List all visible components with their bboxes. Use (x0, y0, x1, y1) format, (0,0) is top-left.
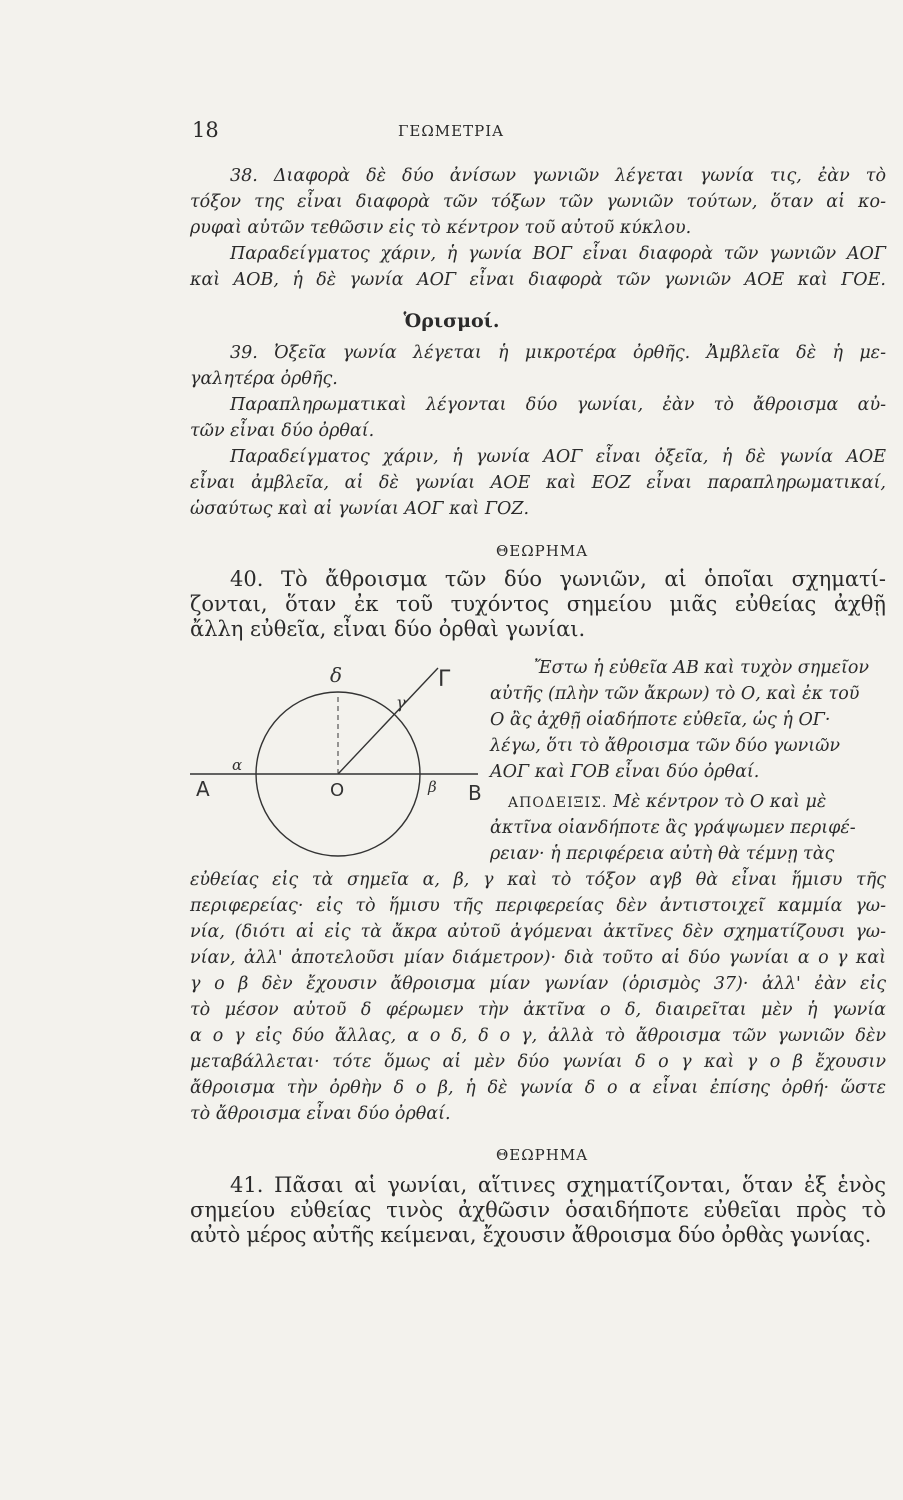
label-G: Γ (438, 667, 451, 692)
text-line: Ο ἂς ἀχθῇ οἱαδήποτε εὐθεῖα, ὡς ἡ ΟΓ· (490, 710, 831, 730)
theorem-label: ΘΕΩΡΗΜΑ (496, 1146, 589, 1164)
text-line: τόξον της εἶναι διαφορὰ τῶν τόξων τῶν γωνιῶν τούτων, ὅταν αἱ κο- (190, 192, 886, 212)
theorem-40-statement (190, 567, 886, 642)
text-line: τὸ μέσον αὐτοῦ δ φέρωμεν τὴν ἀκτῖνα ο δ, διαιρεῖται μὲν ἡ γωνία (190, 1000, 886, 1020)
proof-right-continued (490, 815, 886, 867)
text-line: αὐτῆς (πλὴν τῶν ἄκρων) τὸ Ο, καὶ ἐκ τοῦ (490, 684, 860, 704)
text-line: ἀκτῖνα οἱανδήποτε ἂς γράψωμεν περιφέ- (490, 818, 856, 838)
text-line: ὡσαύτως καὶ αἱ γωνίαι ΑΟΓ καὶ ΓΟΖ. (190, 499, 530, 519)
text-line: α ο γ εἰς δύο ἄλλας, α ο δ, δ ο γ, ἀλλὰ τὸ ἄθροισμα τῶν γωνιῶν δὲν (190, 1026, 886, 1046)
text-line: ἄλλη εὐθεῖα, εἶναι δύο ὀρθαὶ γωνίαι. (190, 617, 586, 641)
label-gamma: γ (396, 693, 406, 712)
theorem-label: ΘΕΩΡΗΜΑ (496, 542, 589, 560)
text-line: 41. Πᾶσαι αἱ γωνίαι, αἵτινες σχηματίζονται, ὅταν ἐξ ἑνὸς (230, 1173, 886, 1197)
text-line: λέγω, ὅτι τὸ ἄθροισμα τῶν δύο γωνιῶν (490, 736, 841, 756)
label-alpha: α (232, 756, 243, 774)
text-line: Παραδείγματος χάριν, ἡ γωνία ΑΟΓ εἶναι ὀξεῖα, ἡ δὲ γωνία ΑΟΕ (230, 447, 886, 467)
page-number: 18 (192, 118, 219, 142)
theorem-40-hypothesis (490, 655, 886, 785)
line-og (338, 668, 438, 774)
paragraph-38 (190, 163, 886, 293)
text-line: ρυφαὶ αὐτῶν τεθῶσιν εἰς τὸ κέντρον τοῦ αὐτοῦ κύκλου. (190, 218, 692, 238)
text-line: γ ο β δὲν ἔχουσιν ἄθροισμα μίαν γωνίαν (ὁρισμὸς 37)· ἀλλ' ἐὰν εἰς (190, 974, 886, 994)
label-beta: β (428, 778, 437, 796)
label-delta: δ (330, 663, 343, 687)
text-line: Ἔστω ἡ εὐθεῖα ΑΒ καὶ τυχὸν σημεῖον (534, 658, 870, 678)
text-line: 39. Ὀξεῖα γωνία λέγεται ἡ μικροτέρα ὀρθῆς. Ἀμβλεῖα δὲ ἡ με- (230, 343, 886, 363)
paragraph-39 (190, 340, 886, 522)
theorem-41-statement (190, 1173, 886, 1248)
theorem-40-proof (190, 867, 886, 1127)
geometry-figure (190, 656, 490, 871)
text-line: περιφερείας· εἰς τὸ ἥμισυ τῆς περιφερείας δὲν ἀντιστοιχεῖ καμμία γω- (190, 896, 886, 916)
text-line: ζονται, ὅταν ἐκ τοῦ τυχόντος σημείου μιᾶς εὐθείας ἀχθῇ (190, 592, 886, 616)
text-line: 38. Διαφορὰ δὲ δύο ἀνίσων γωνιῶν λέγεται γωνία τις, ἐὰν τὸ (230, 166, 886, 186)
text-line: γαλητέρα ὀρθῆς. (190, 369, 338, 389)
label-B: Β (468, 781, 482, 805)
text-line: Μὲ κέντρον τὸ Ο καὶ μὲ (612, 792, 827, 812)
text-line: αὐτὸ μέρος αὐτῆς κείμεναι, ἔχουσιν ἄθροισμα δύο ὀρθὰς γωνίας. (190, 1223, 871, 1247)
text-line: σημείου εὐθείας τινὸς ἀχθῶσιν ὁσαιδήποτε εὐθεῖαι πρὸς τὸ (190, 1198, 886, 1222)
text-line: τὸ ἄθροισμα εἶναι δύο ὀρθαί. (190, 1104, 451, 1124)
text-line: Παραπληρωματικαὶ λέγονται δύο γωνίαι, ἐὰν τὸ ἄθροισμα αὐ- (230, 395, 886, 415)
section-heading-definitions: Ὁρισμοί. (403, 310, 500, 332)
text-line: ρειαν· ἡ περιφέρεια αὐτὴ θὰ τέμνῃ τὰς (490, 844, 835, 864)
proof-start (508, 789, 886, 816)
proof-label: ΑΠΟΔΕΙΞΙΣ. (508, 795, 608, 811)
text-line: εὐθείας εἰς τὰ σημεῖα α, β, γ καὶ τὸ τόξον αγβ θὰ εἶναι ἥμισυ τῆς (190, 870, 886, 890)
label-A: Α (196, 777, 210, 801)
text-line: τῶν εἶναι δύο ὀρθαί. (190, 421, 375, 441)
text-line: ἄθροισμα τὴν ὀρθὴν δ ο β, ἡ δὲ γωνία δ ο α εἶναι ἐπίσης ὀρθή· ὥστε (190, 1078, 886, 1098)
text-line: ΑΟΓ καὶ ΓΟΒ εἶναι δύο ὀρθαί. (490, 762, 760, 782)
text-line: εἶναι ἀμβλεῖα, αἱ δὲ γωνίαι ΑΟΕ καὶ ΕΟΖ εἶναι παραπληρωματικαί, (190, 473, 886, 493)
running-title: ΓΕΩΜΕΤΡΙΑ (398, 122, 504, 140)
text-line: Παραδείγματος χάριν, ἡ γωνία ΒΟΓ εἶναι διαφορὰ τῶν γωνιῶν ΑΟΓ (230, 244, 886, 264)
text-line: 40. Τὸ ἄθροισμα τῶν δύο γωνιῶν, αἱ ὁποῖαι σχηματί- (230, 567, 886, 591)
text-line: νίαν, ἀλλ' ἀποτελοῦσι μίαν διάμετρον)· διὰ τοῦτο αἱ δύο γωνίαι α ο γ καὶ (190, 948, 886, 968)
label-O: Ο (330, 780, 345, 801)
text-line: καὶ ΑΟΒ, ἡ δὲ γωνία ΑΟΓ εἶναι διαφορὰ τῶν γωνιῶν ΑΟΕ καὶ ΓΟΕ. (190, 270, 886, 290)
text-line: νία, (διότι αἱ εἰς τὰ ἄκρα αὐτοῦ ἀγόμεναι ἀκτῖνες δὲν σχηματίζουσι γω- (190, 922, 886, 942)
text-line: μεταβάλλεται· τότε ὅμως αἱ μὲν δύο γωνίαι δ ο γ καὶ γ ο β ἔχουσιν (190, 1052, 886, 1072)
